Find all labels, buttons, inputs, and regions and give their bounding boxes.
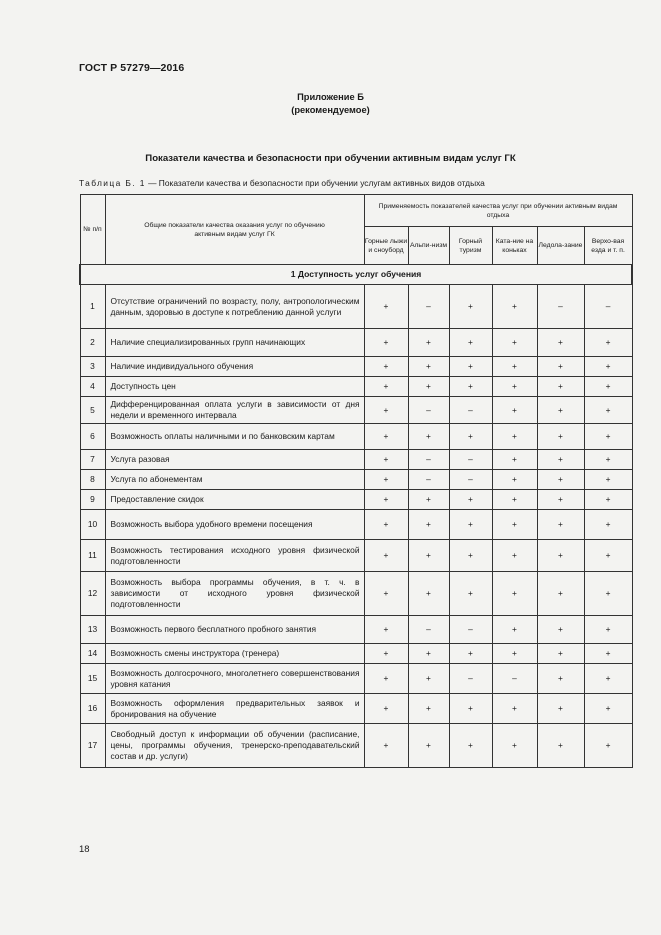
applicability-mark: + bbox=[584, 724, 632, 768]
row-indicator: Возможность выбора программы обучения, в т. ч. в зависимости от исходного уровня физической подготовленности bbox=[105, 572, 364, 616]
applicability-mark: + bbox=[584, 450, 632, 470]
row-indicator: Отсутствие ограничений по возрасту, полу, антропологическим данным, здоровью в доступе к потреблению данной услуги bbox=[105, 285, 364, 329]
row-indicator: Возможность оформления предварительных заявок и бронирования на обучение bbox=[105, 694, 364, 724]
applicability-mark: + bbox=[364, 397, 408, 424]
row-indicator: Доступность цен bbox=[105, 377, 364, 397]
applicability-mark: + bbox=[492, 616, 537, 644]
applicability-mark: + bbox=[408, 724, 449, 768]
applicability-mark: + bbox=[537, 357, 584, 377]
applicability-mark: + bbox=[408, 694, 449, 724]
applicability-mark: + bbox=[537, 694, 584, 724]
applicability-mark: + bbox=[449, 540, 492, 572]
applicability-mark: – bbox=[449, 397, 492, 424]
row-number: 4 bbox=[80, 377, 105, 397]
header-activity: Альпи-низм bbox=[408, 227, 449, 265]
applicability-mark: + bbox=[364, 572, 408, 616]
table-row bbox=[80, 377, 632, 397]
applicability-mark: + bbox=[537, 377, 584, 397]
applicability-mark: + bbox=[492, 329, 537, 357]
row-indicator: Возможность выбора удобного времени посещения bbox=[105, 510, 364, 540]
row-number: 1 bbox=[80, 285, 105, 329]
applicability-mark: + bbox=[537, 724, 584, 768]
section-row: 1 Доступность услуг обучения bbox=[80, 265, 632, 285]
applicability-mark: + bbox=[449, 329, 492, 357]
applicability-mark: + bbox=[584, 510, 632, 540]
applicability-mark: + bbox=[408, 540, 449, 572]
applicability-mark: + bbox=[364, 377, 408, 397]
applicability-mark: + bbox=[408, 644, 449, 664]
applicability-mark: + bbox=[408, 510, 449, 540]
row-number: 8 bbox=[80, 470, 105, 490]
row-number: 12 bbox=[80, 572, 105, 616]
applicability-mark: + bbox=[408, 572, 449, 616]
row-number: 14 bbox=[80, 644, 105, 664]
applicability-mark: + bbox=[364, 357, 408, 377]
row-number: 2 bbox=[80, 329, 105, 357]
row-number: 10 bbox=[80, 510, 105, 540]
table-row bbox=[80, 616, 632, 644]
applicability-mark: + bbox=[537, 510, 584, 540]
section-title: Показатели качества и безопасности при обучении активным видам услуг ГК bbox=[145, 153, 516, 164]
applicability-mark: + bbox=[492, 644, 537, 664]
applicability-mark: + bbox=[584, 694, 632, 724]
applicability-mark: + bbox=[449, 377, 492, 397]
table-row bbox=[80, 424, 632, 450]
row-number: 13 bbox=[80, 616, 105, 644]
row-number: 11 bbox=[80, 540, 105, 572]
row-number: 5 bbox=[80, 397, 105, 424]
annex-title: Приложение Б bbox=[297, 92, 364, 102]
applicability-mark: + bbox=[584, 572, 632, 616]
applicability-mark: + bbox=[449, 724, 492, 768]
applicability-mark: + bbox=[408, 357, 449, 377]
header-activity: Верхо-вая езда и т. п. bbox=[584, 227, 632, 265]
applicability-mark: + bbox=[537, 664, 584, 694]
applicability-mark: + bbox=[537, 450, 584, 470]
applicability-mark: + bbox=[364, 724, 408, 768]
table-row bbox=[80, 397, 632, 424]
applicability-mark: – bbox=[492, 664, 537, 694]
applicability-mark: + bbox=[584, 644, 632, 664]
table-row bbox=[80, 540, 632, 572]
applicability-mark: – bbox=[449, 470, 492, 490]
table-row bbox=[80, 285, 632, 329]
row-indicator: Возможность смены инструктора (тренера) bbox=[105, 644, 364, 664]
row-indicator: Услуга разовая bbox=[105, 450, 364, 470]
applicability-mark: + bbox=[449, 357, 492, 377]
header-num: № п/п bbox=[80, 195, 105, 265]
table-row bbox=[80, 664, 632, 694]
applicability-mark: + bbox=[364, 424, 408, 450]
applicability-mark: + bbox=[584, 377, 632, 397]
applicability-mark: + bbox=[449, 424, 492, 450]
applicability-mark: + bbox=[408, 490, 449, 510]
applicability-mark: + bbox=[537, 397, 584, 424]
applicability-mark: + bbox=[584, 470, 632, 490]
row-indicator: Возможность первого бесплатного пробного занятия bbox=[105, 616, 364, 644]
applicability-mark: + bbox=[408, 329, 449, 357]
table-row bbox=[80, 572, 632, 616]
table-caption bbox=[79, 178, 485, 188]
applicability-mark: + bbox=[492, 450, 537, 470]
applicability-mark: + bbox=[584, 540, 632, 572]
applicability-mark: + bbox=[492, 540, 537, 572]
applicability-mark: + bbox=[584, 397, 632, 424]
applicability-mark: – bbox=[408, 470, 449, 490]
applicability-mark: – bbox=[408, 397, 449, 424]
row-number: 17 bbox=[80, 724, 105, 768]
row-indicator: Возможность оплаты наличными и по банковским картам bbox=[105, 424, 364, 450]
applicability-mark: + bbox=[492, 424, 537, 450]
row-number: 9 bbox=[80, 490, 105, 510]
applicability-mark: + bbox=[537, 616, 584, 644]
header-activity: Ката-ние на коньках bbox=[492, 227, 537, 265]
row-number: 3 bbox=[80, 357, 105, 377]
applicability-mark: + bbox=[584, 664, 632, 694]
applicability-mark: + bbox=[492, 357, 537, 377]
applicability-mark: + bbox=[364, 470, 408, 490]
applicability-mark: + bbox=[408, 424, 449, 450]
applicability-mark: + bbox=[492, 572, 537, 616]
applicability-mark: + bbox=[492, 377, 537, 397]
applicability-mark: + bbox=[537, 329, 584, 357]
applicability-mark: + bbox=[364, 450, 408, 470]
applicability-mark: + bbox=[492, 470, 537, 490]
row-number: 15 bbox=[80, 664, 105, 694]
table-row bbox=[80, 450, 632, 470]
applicability-mark: + bbox=[364, 664, 408, 694]
row-indicator: Возможность тестирования исходного уровня физической подготовленности bbox=[105, 540, 364, 572]
table-caption-prefix: Таблица Б. 1 bbox=[79, 178, 146, 188]
table-row bbox=[80, 470, 632, 490]
applicability-mark: + bbox=[449, 490, 492, 510]
table-row bbox=[80, 329, 632, 357]
applicability-mark: + bbox=[492, 694, 537, 724]
applicability-mark: + bbox=[584, 616, 632, 644]
table-row bbox=[80, 644, 632, 664]
applicability-mark: + bbox=[364, 490, 408, 510]
header-activity: Горные лыжи и сноуборд bbox=[364, 227, 408, 265]
header-applicability: Применяемость показателей качества услуг при обучении активным видам отдыха bbox=[364, 195, 632, 227]
row-indicator: Наличие специализированных групп начинающих bbox=[105, 329, 364, 357]
applicability-mark: + bbox=[584, 329, 632, 357]
applicability-mark: + bbox=[364, 285, 408, 329]
applicability-mark: + bbox=[584, 424, 632, 450]
applicability-mark: – bbox=[584, 285, 632, 329]
applicability-mark: – bbox=[449, 450, 492, 470]
applicability-mark: + bbox=[364, 616, 408, 644]
table-row bbox=[80, 724, 632, 768]
applicability-mark: + bbox=[537, 540, 584, 572]
applicability-mark: + bbox=[537, 644, 584, 664]
applicability-mark: + bbox=[408, 377, 449, 397]
applicability-mark: + bbox=[449, 285, 492, 329]
applicability-mark: + bbox=[449, 572, 492, 616]
applicability-mark: – bbox=[537, 285, 584, 329]
applicability-mark: + bbox=[364, 329, 408, 357]
row-indicator: Услуга по абонементам bbox=[105, 470, 364, 490]
applicability-mark: – bbox=[449, 616, 492, 644]
header-activity: Ледола-зание bbox=[537, 227, 584, 265]
applicability-mark: + bbox=[537, 470, 584, 490]
applicability-mark: + bbox=[584, 357, 632, 377]
applicability-mark: + bbox=[537, 572, 584, 616]
applicability-mark: + bbox=[364, 644, 408, 664]
table-row bbox=[80, 490, 632, 510]
applicability-mark: + bbox=[537, 424, 584, 450]
applicability-mark: + bbox=[364, 540, 408, 572]
row-number: 6 bbox=[80, 424, 105, 450]
applicability-mark: + bbox=[364, 510, 408, 540]
applicability-mark: – bbox=[449, 664, 492, 694]
header-indicators: Общие показатели качества оказания услуг по обучению активным видам услуг ГК bbox=[105, 195, 364, 265]
applicability-mark: – bbox=[408, 450, 449, 470]
applicability-mark: – bbox=[408, 616, 449, 644]
applicability-mark: + bbox=[492, 285, 537, 329]
applicability-mark: + bbox=[449, 510, 492, 540]
applicability-mark: + bbox=[492, 490, 537, 510]
table-row bbox=[80, 510, 632, 540]
row-number: 16 bbox=[80, 694, 105, 724]
row-indicator: Дифференцированная оплата услуги в зависимости от дня недели и временного интервала bbox=[105, 397, 364, 424]
row-indicator: Свободный доступ к информации об обучении (расписание, цены, программы обучения, тренерско-преподавательский состав и др. услуги) bbox=[105, 724, 364, 768]
applicability-mark: + bbox=[449, 694, 492, 724]
table-row bbox=[80, 357, 632, 377]
applicability-mark: + bbox=[449, 644, 492, 664]
applicability-mark: + bbox=[584, 490, 632, 510]
applicability-mark: + bbox=[492, 397, 537, 424]
applicability-mark: + bbox=[408, 664, 449, 694]
table-row bbox=[80, 694, 632, 724]
annex-subtitle: (рекомендуемое) bbox=[291, 105, 370, 115]
row-indicator: Возможность долгосрочного, многолетнего совершенствования уровня катания bbox=[105, 664, 364, 694]
row-indicator: Предоставление скидок bbox=[105, 490, 364, 510]
row-indicator: Наличие индивидуального обучения bbox=[105, 357, 364, 377]
applicability-mark: – bbox=[408, 285, 449, 329]
applicability-mark: + bbox=[364, 694, 408, 724]
row-number: 7 bbox=[80, 450, 105, 470]
standard-designation: ГОСТ Р 57279—2016 bbox=[79, 62, 185, 74]
header-activity: Горный туризм bbox=[449, 227, 492, 265]
applicability-mark: + bbox=[492, 510, 537, 540]
indicators-table bbox=[79, 194, 633, 768]
page-number: 18 bbox=[79, 844, 90, 855]
applicability-mark: + bbox=[537, 490, 584, 510]
table-caption-text: — Показатели качества и безопасности при обучении услугам активных видов отдыха bbox=[145, 178, 485, 188]
applicability-mark: + bbox=[492, 724, 537, 768]
annex-heading bbox=[0, 91, 661, 117]
